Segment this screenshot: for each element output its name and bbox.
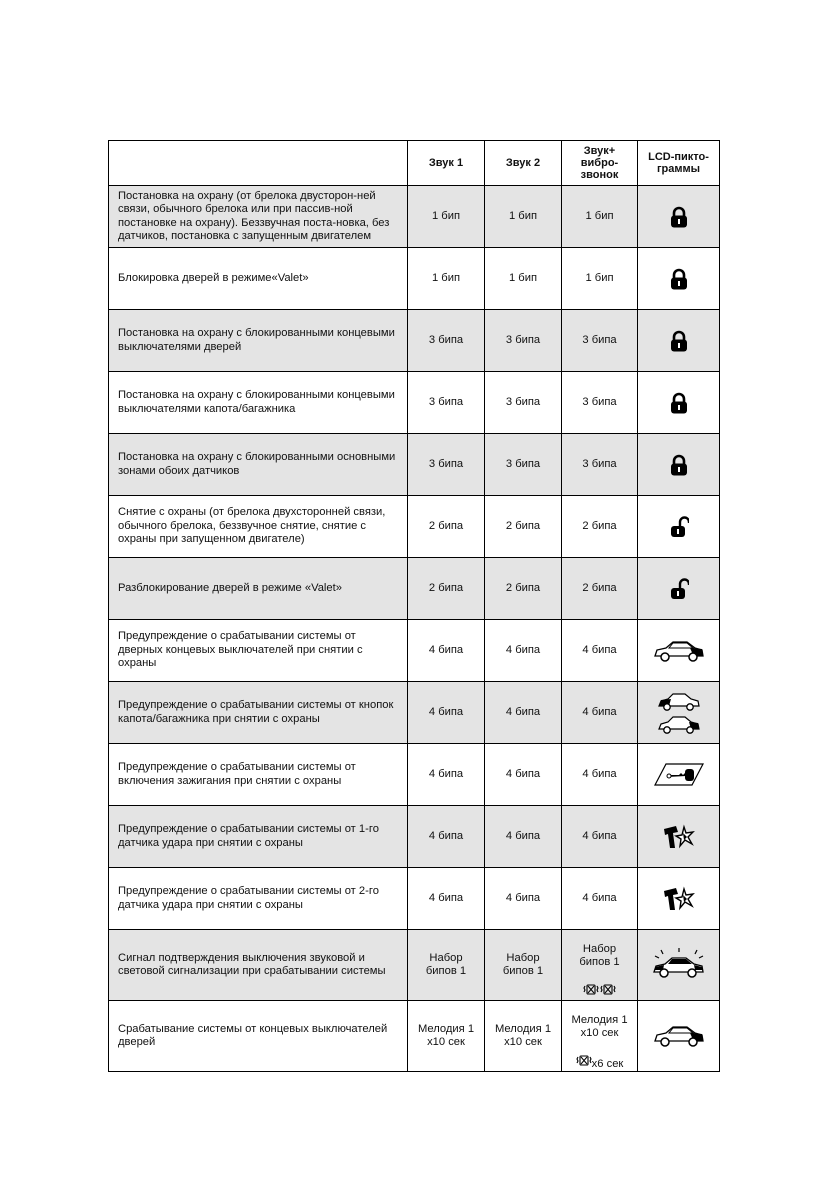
sound-2-value: 2 бипа [485,558,562,620]
lock-closed-icon [669,330,689,352]
header-sound-2: Звук 2 [485,141,562,186]
sound-2-value: 1 бип [485,248,562,310]
lcd-pictogram-cell [638,682,720,744]
header-description [109,141,408,186]
lcd-pictogram-cell [638,868,720,930]
row-description: Предупреждение о срабатывании системы от включения зажигания при снятии с охраны [109,744,408,806]
sound-1-value: 2 бипа [408,558,485,620]
sound-1-value: 2 бипа [408,496,485,558]
ignition-key-icon [652,760,706,790]
sound-1-value: 4 бипа [408,620,485,682]
sound-1-value: Набор бипов 1 [408,930,485,1001]
table-header-row [109,141,720,186]
row-description: Срабатывание системы от концевых выключателей дверей [109,1001,408,1072]
table-row [109,434,720,496]
sound-2-value: 4 бипа [485,868,562,930]
car-hood-trunk-icon [657,690,701,736]
table-row [109,930,720,1001]
sound-2-value: 3 бипа [485,310,562,372]
sound-vibro-value: 3 бипа [562,310,638,372]
shock-sensor-icon [662,886,696,912]
sound-vibro-value: 1 бип [562,248,638,310]
sound-vibro-extra: х6 сек [591,1058,624,1070]
sound-1-value: 4 бипа [408,868,485,930]
table-row [109,682,720,744]
table-row [109,186,720,248]
sound-2-value: Набор бипов 1 [485,930,562,1001]
row-description: Предупреждение о срабатывании системы от кнопок капота/багажника при снятии с охраны [109,682,408,744]
lcd-pictogram-cell [638,1001,720,1072]
sound-vibro-value: 3 бипа [562,434,638,496]
row-description: Постановка на охрану с блокированными концевыми выключателями капота/багажника [109,372,408,434]
row-description: Снятие с охраны (от брелока двухсторонней связи, обычного брелока, беззвучное снятие, снятие с охраны при запущенном двигателе) [109,496,408,558]
sound-vibro-value: 4 бипа [562,868,638,930]
sound-1-value: 4 бипа [408,744,485,806]
sound-2-value: 1 бип [485,186,562,248]
sound-2-value: 3 бипа [485,372,562,434]
sound-vibro-value: 4 бипа [562,682,638,744]
row-description: Разблокирование дверей в режиме «Valet» [109,558,408,620]
header-sound-vibro: Звук+ вибро- звонок [562,141,638,186]
sound-vibro-value [562,930,638,1001]
table-row [109,806,720,868]
table-row [109,310,720,372]
row-description: Сигнал подтверждения выключения звуковой и световой сигнализации при срабатывании системы [109,930,408,1001]
table-row [109,558,720,620]
vibration-icon [583,982,617,996]
sound-vibro-value-text: Набор бипов 1 [579,943,620,968]
row-description: Предупреждение о срабатывании системы от дверных концевых выключателей при снятии с охраны [109,620,408,682]
row-description: Предупреждение о срабатывании системы от 2-го датчика удара при снятии с охраны [109,868,408,930]
lcd-pictogram-cell [638,620,720,682]
row-description: Постановка на охрану с блокированными основными зонами обоих датчиков [109,434,408,496]
sound-vibro-value: 3 бипа [562,372,638,434]
row-description: Постановка на охрану (от брелока двусторон-ней связи, обычного брелока или при пассив-ной постановке на охрану). Беззвучная поста-новка, без датчиков, постановка с запущенным двигателем [109,186,408,248]
sound-1-value: Мелодия 1 х10 сек [408,1001,485,1072]
sound-2-value: 2 бипа [485,496,562,558]
sound-vibro-value: 1 бип [562,186,638,248]
table-row [109,868,720,930]
sound-1-value: 4 бипа [408,806,485,868]
sound-2-value: 4 бипа [485,744,562,806]
lock-open-icon [669,516,689,538]
sound-1-value: 3 бипа [408,310,485,372]
sound-vibro-value: 4 бипа [562,744,638,806]
sound-2-value: 3 бипа [485,434,562,496]
lock-closed-icon [669,268,689,290]
sound-1-value: 4 бипа [408,682,485,744]
lock-open-icon [669,578,689,600]
row-description: Блокировка дверей в режиме«Valet» [109,248,408,310]
lcd-pictogram-cell [638,310,720,372]
car-alarm-icon [651,948,707,982]
sound-vibro-value: 2 бипа [562,558,638,620]
table-row [109,372,720,434]
lock-closed-icon [669,392,689,414]
row-description: Постановка на охрану с блокированными концевыми выключателями дверей [109,310,408,372]
sound-2-value: 4 бипа [485,806,562,868]
car-door-icon [652,1021,706,1051]
sound-1-value: 3 бипа [408,434,485,496]
car-door-icon [652,636,706,666]
lcd-pictogram-cell [638,806,720,868]
lcd-pictogram-cell [638,434,720,496]
sound-vibro-value: 2 бипа [562,496,638,558]
sound-2-value: Мелодия 1 х10 сек [485,1001,562,1072]
lcd-pictogram-cell [638,744,720,806]
lock-closed-icon [669,206,689,228]
table-row [109,620,720,682]
lcd-pictogram-cell [638,496,720,558]
sound-vibro-value [562,1001,638,1072]
sound-vibro-value: 4 бипа [562,620,638,682]
row-description: Предупреждение о срабатывании системы от 1-го датчика удара при снятии с охраны [109,806,408,868]
lcd-pictogram-cell [638,558,720,620]
sound-vibro-value-text: Мелодия 1 х10 сек [571,1014,628,1039]
table-row [109,248,720,310]
sound-1-value: 1 бип [408,186,485,248]
signal-table [108,140,720,1072]
header-sound-1: Звук 1 [408,141,485,186]
sound-2-value: 4 бипа [485,682,562,744]
sound-2-value: 4 бипа [485,620,562,682]
table-row [109,1001,720,1072]
header-lcd-pictograms: LCD-пикто- граммы [638,141,720,186]
sound-vibro-value: 4 бипа [562,806,638,868]
sound-1-value: 1 бип [408,248,485,310]
sound-1-value: 3 бипа [408,372,485,434]
table-row [109,496,720,558]
lcd-pictogram-cell [638,186,720,248]
vibration-icon [576,1053,592,1067]
table-row [109,744,720,806]
lcd-pictogram-cell [638,372,720,434]
lock-closed-icon [669,454,689,476]
lcd-pictogram-cell [638,248,720,310]
lcd-pictogram-cell [638,930,720,1001]
shock-sensor-icon [662,824,696,850]
